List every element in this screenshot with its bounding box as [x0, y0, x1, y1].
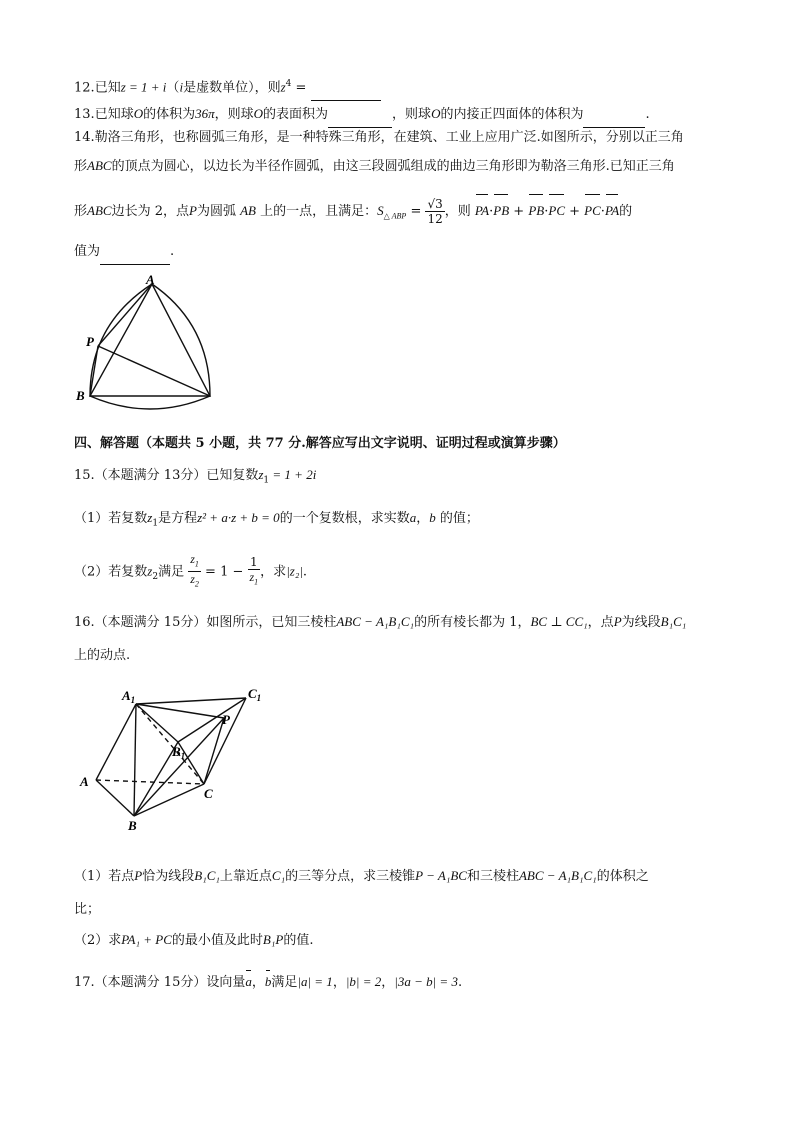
label-A: A	[80, 774, 89, 789]
q14-text: 边长为 2，点	[111, 204, 189, 219]
q16-prism: ABC − A₁B₁C₁	[336, 614, 415, 629]
q14-vec-PB: PB	[528, 196, 544, 226]
edge-B-C	[134, 784, 204, 816]
q12-number: 12.	[74, 80, 95, 96]
q15-text: （1）若复数	[74, 511, 148, 526]
question-15-part-2	[74, 552, 307, 594]
q17-vec-b: b	[265, 972, 272, 992]
q12-expr: z = 1 + i	[120, 79, 167, 95]
triangle-abc	[90, 284, 210, 396]
q15-text: ，求	[260, 564, 287, 580]
q16-text: 的三等分点，求三棱锥	[285, 869, 416, 884]
question-15-part-1	[74, 508, 479, 534]
q15-frac-den	[188, 572, 201, 591]
q15-head: 15.（本题满分 13分）已知复数	[74, 468, 259, 483]
q14-eq: =	[406, 204, 426, 219]
q17-vec-a: a	[245, 972, 252, 992]
q15-eq: = 1 + 2i	[269, 467, 317, 482]
q14-vec-PC: PC	[584, 196, 601, 226]
q14-answer-blank[interactable]	[100, 244, 170, 265]
q12-text: （	[166, 80, 180, 96]
segment-P-B	[134, 718, 224, 816]
label-P: P	[222, 712, 230, 727]
q16-text: （2）求	[74, 933, 122, 948]
label-P: P	[86, 334, 94, 349]
q13-number: 13.	[74, 107, 95, 122]
q15-mid: = 1 −	[200, 564, 248, 580]
q13-text: 的内接正四面体的体积为	[440, 107, 584, 122]
q16-text: 的体积之	[596, 869, 649, 884]
q12-text: 是虚数单位），则	[183, 80, 281, 96]
q15-abs: |z₂|	[286, 563, 303, 579]
question-12	[74, 74, 381, 101]
q14-text: 上的一点，且满足：	[260, 204, 378, 219]
q15-z: z	[147, 510, 153, 525]
label-A1-sub: 1	[130, 695, 136, 705]
q14-text: ，则	[444, 204, 471, 219]
q14-fraction	[425, 197, 444, 226]
q12-text: 已知	[94, 80, 121, 96]
q15-frac-z1-z2	[188, 552, 201, 592]
q14-vec-PA: PA	[475, 196, 489, 226]
q14-ABC: ABC	[87, 203, 112, 218]
label-B: B	[76, 388, 85, 403]
q12-power: 4	[285, 79, 292, 89]
q16-text: 上靠近点	[219, 869, 272, 884]
q15-b: b	[429, 510, 436, 525]
label-C: C	[204, 786, 213, 801]
label-B1	[171, 744, 185, 761]
q16-text: 的所有棱长都为 1，	[414, 615, 531, 630]
q15-frac-num	[188, 552, 201, 572]
q13-O: O	[253, 106, 264, 121]
q16-C1: C₁	[271, 868, 286, 883]
question-16-line-2: 上的动点.	[74, 648, 131, 663]
question-16-line-1	[74, 612, 686, 633]
q16-seg: B₁C₁	[660, 614, 687, 629]
label-A1-letter: A	[122, 688, 131, 703]
q15-sub: 1	[254, 577, 259, 587]
question-14-line-3: 形ABC边长为 2，点P为圆弧 AB 上的一点，且满足：$S_{\triangle ABP}$ = $\frac{√3}{12}$ ，则 PA·PB + PB·PC + PC·PA的	[74, 197, 633, 226]
reuleaux-triangle-figure	[70, 272, 230, 412]
question-14-line-1: 14.勒洛三角形，也称圆弧三角形，是一种特殊三角形，在建筑、工业上应用广泛.如图所示，分别以正三角	[74, 130, 684, 145]
question-16-part-1-line-1	[74, 866, 649, 887]
q12-eq: =	[291, 80, 311, 96]
q17-text: 满足	[271, 975, 298, 990]
label-A: A	[146, 272, 155, 287]
q13-text: 已知球	[94, 107, 134, 122]
q16-seg: B₁P	[262, 932, 284, 947]
q14-text: 的	[619, 204, 633, 219]
q13-O: O	[133, 106, 144, 121]
q12-answer-blank[interactable]	[311, 80, 381, 101]
q15-sub: 1	[194, 559, 199, 569]
q15-end: .	[302, 564, 308, 580]
q15-equation: z² + a·z + b = 0	[197, 510, 280, 525]
q15-text: 的一个复数根，求实数	[279, 511, 410, 526]
q14-P: P	[188, 203, 197, 218]
question-16-part-2	[74, 930, 313, 951]
q17-comma: ，	[332, 975, 346, 990]
q17-comma: ，	[381, 975, 395, 990]
edge-A-A1	[96, 704, 136, 780]
q12-i: i	[179, 79, 184, 95]
segment-PA	[98, 284, 152, 346]
q16-text: ，点	[587, 615, 614, 630]
q16-text: （1）若点	[74, 869, 135, 884]
q15-sub: 1	[263, 475, 270, 486]
label-C1-sub: 1	[256, 693, 262, 703]
q15-text: 满足	[158, 564, 185, 580]
q14-text: 的顶点为圆心，以边长为半径作圆弧，由这三段圆弧组成的曲边三角形即为勒洛三角形.已知正三角	[111, 159, 675, 174]
q17-cond-3: |3a − b| = 3	[394, 974, 458, 989]
q16-text: 为线段	[621, 615, 661, 630]
q13-end: .	[645, 107, 650, 122]
label-B1-sub: 1	[180, 751, 186, 761]
q13-answer-blank-1[interactable]	[328, 107, 392, 128]
q15-text: 的值；	[435, 511, 479, 526]
q14-S: S	[377, 203, 384, 218]
q15-z2: z	[147, 563, 153, 579]
q13-answer-blank-2[interactable]	[583, 107, 645, 128]
q16-expr: PA₁ + PC	[121, 932, 172, 947]
q16-P: P	[613, 614, 622, 629]
q15-sub: 2	[194, 579, 199, 589]
prism-figure	[74, 684, 284, 834]
q17-comma: ，	[251, 975, 265, 990]
label-A1	[121, 688, 135, 705]
edge-A1-C1	[136, 698, 246, 704]
q17-end: .	[457, 975, 463, 990]
q15-comma: ，	[416, 511, 430, 526]
q14-S-sub: △ ABP	[383, 211, 407, 221]
q17-cond-2: |b| = 2	[345, 974, 382, 989]
question-15	[74, 465, 316, 491]
q13-text: ，则球	[214, 107, 254, 122]
q14-frac-num: √3	[427, 197, 443, 211]
q14-vec-PB: PB	[493, 196, 509, 226]
question-14-line-4	[74, 242, 174, 265]
q14-arc-label: AB	[240, 203, 256, 218]
question-14-line-2	[74, 156, 675, 177]
q16-text: 16.（本题满分 15分）如图所示，已知三棱柱	[74, 615, 337, 630]
q16-text: 的值.	[283, 933, 314, 948]
q15-frac-num: 1	[248, 555, 261, 570]
q15-text: 是方程	[158, 511, 198, 526]
q15-z: z	[249, 569, 255, 584]
q15-sub: 2	[152, 571, 159, 582]
q15-z: z	[190, 552, 195, 566]
q17-head: 17.（本题满分 15分）设向量	[74, 975, 246, 990]
label-B: B	[128, 818, 137, 833]
q16-seg: B₁C₁	[194, 868, 220, 883]
q16-text: 恰为线段	[142, 869, 195, 884]
q14-vec-PC: PC	[548, 196, 565, 226]
q17-cond-1: |a| = 1	[297, 974, 333, 989]
question-13	[74, 104, 650, 128]
q16-perp: BC ⊥ CC₁	[530, 614, 588, 629]
q14-frac-den: 12	[427, 212, 443, 226]
q15-z: z	[258, 467, 264, 482]
segment-PC	[98, 346, 210, 396]
edge-A1-B	[134, 704, 136, 816]
q13-text: 的表面积为	[263, 107, 329, 122]
label-B1-letter: B	[172, 744, 181, 759]
q16-text: 的最小值及此时	[171, 933, 263, 948]
arc-BC	[90, 396, 210, 409]
q16-text: 和三棱柱	[466, 869, 519, 884]
q13-O: O	[431, 106, 441, 121]
q15-text: （2）若复数	[74, 564, 148, 580]
edge-A-B	[96, 780, 134, 816]
q16-P: P	[134, 868, 143, 883]
q14-text: 形	[74, 204, 88, 219]
q15-sub: 1	[152, 518, 159, 529]
q15-a: a	[409, 510, 417, 525]
label-C1	[248, 686, 261, 703]
q15-frac-1-z1	[248, 555, 261, 589]
label-C1-letter: C	[248, 686, 257, 701]
q16-prism: ABC − A₁B₁C₁	[518, 868, 597, 883]
q14-ABC: ABC	[87, 158, 112, 173]
edge-A-C-hidden	[96, 780, 204, 784]
q14-text: 形	[74, 159, 88, 174]
q12-z: z	[280, 79, 286, 95]
q14-vec-PA: PA	[605, 196, 619, 226]
q13-text: ，则球	[392, 107, 432, 122]
q15-frac-den	[248, 570, 261, 589]
q15-z: z	[190, 572, 195, 587]
q14-text: 为圆弧	[196, 204, 236, 219]
question-17	[74, 972, 462, 993]
edge-A1-C-hidden	[136, 704, 204, 784]
q13-volume: 36π	[195, 106, 215, 121]
section-4-heading: 四、解答题（本题共 5 小题，共 77 分.解答应写出文字说明、证明过程或演算步骤）	[74, 436, 566, 451]
q14-text: 值为	[74, 244, 101, 259]
q14-end: .	[170, 244, 175, 259]
q16-pyramid: P − A₁BC	[415, 868, 467, 883]
question-16-part-1-line-2: 比；	[74, 902, 101, 917]
q13-text: 的体积为	[143, 107, 196, 122]
